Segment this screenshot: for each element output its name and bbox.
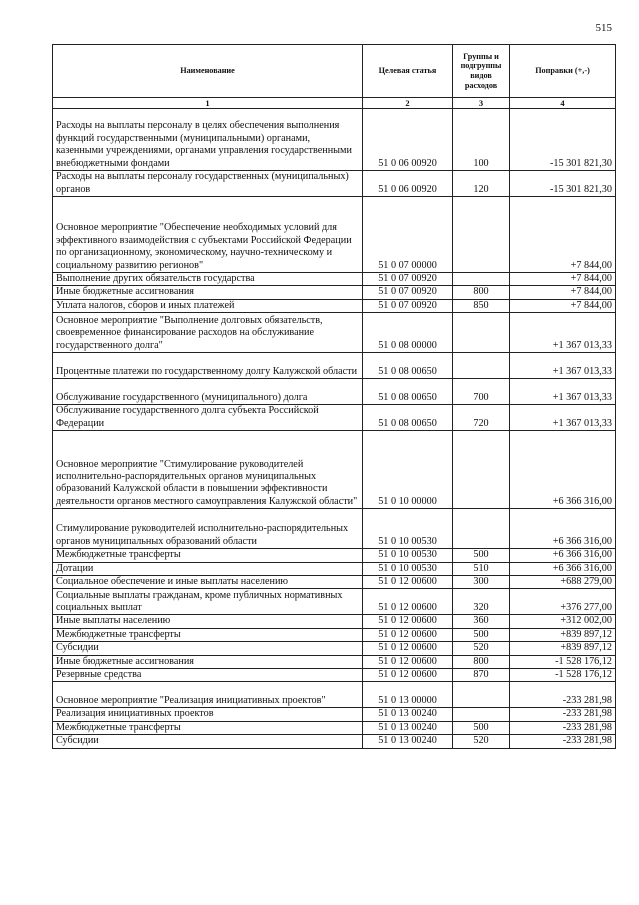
row-name: Реализация инициативных проектов <box>53 708 363 721</box>
table-row <box>53 509 616 549</box>
row-expense-group <box>453 509 510 549</box>
row-amendment-amount: +688 279,00 <box>510 576 616 589</box>
table-row <box>53 405 616 431</box>
table-row <box>53 299 616 312</box>
row-amendment-amount: +839 897,12 <box>510 642 616 655</box>
row-expense-group: 800 <box>453 655 510 668</box>
header-amendment: Поправки (+,-) <box>510 45 616 98</box>
row-target-article: 51 0 06 00920 <box>363 171 453 197</box>
row-expense-group <box>453 708 510 721</box>
table-row <box>53 562 616 575</box>
row-amendment-amount: +839 897,12 <box>510 628 616 641</box>
row-amendment-amount: +6 366 316,00 <box>510 431 616 509</box>
column-number: 3 <box>453 98 510 109</box>
row-expense-group <box>453 353 510 379</box>
table-row <box>53 642 616 655</box>
table-row <box>53 197 616 273</box>
row-amendment-amount: -233 281,98 <box>510 682 616 708</box>
row-name: Иные выплаты населению <box>53 615 363 628</box>
row-expense-group: 850 <box>453 299 510 312</box>
row-expense-group <box>453 197 510 273</box>
row-target-article: 51 0 13 00240 <box>363 721 453 734</box>
row-expense-group: 870 <box>453 669 510 682</box>
row-name: Иные бюджетные ассигнования <box>53 286 363 299</box>
table-row <box>53 109 616 171</box>
row-name: Иные бюджетные ассигнования <box>53 655 363 668</box>
row-name: Дотации <box>53 562 363 575</box>
table-row <box>53 286 616 299</box>
row-name: Основное мероприятие "Стимулирование руководителей исполнительно-распорядительных органов муниципальных образований Калужской области в повышении эффективности деятельности органов местного самоуправления Калужской области" <box>53 431 363 509</box>
table-row <box>53 628 616 641</box>
table-row <box>53 735 616 748</box>
row-amendment-amount: +1 367 013,33 <box>510 353 616 379</box>
row-amendment-amount: -1 528 176,12 <box>510 655 616 668</box>
row-amendment-amount: +1 367 013,33 <box>510 379 616 405</box>
header-article: Целевая статья <box>363 45 453 98</box>
row-amendment-amount: +6 366 316,00 <box>510 562 616 575</box>
row-name: Основное мероприятие "Обеспечение необходимых условий для эффективного взаимодействия с субъектами Российской Федерации по организационному, экономическому, научно-техническому и социальному развитию регионов" <box>53 197 363 273</box>
row-name: Обслуживание государственного (муниципального) долга <box>53 379 363 405</box>
row-target-article: 51 0 12 00600 <box>363 642 453 655</box>
row-name: Субсидии <box>53 735 363 748</box>
table-row <box>53 655 616 668</box>
row-name: Стимулирование руководителей исполнительно-распорядительных органов муниципальных образований области <box>53 509 363 549</box>
row-name: Межбюджетные трансферты <box>53 549 363 562</box>
row-expense-group: 100 <box>453 109 510 171</box>
row-name: Обслуживание государственного долга субъекта Российской Федерации <box>53 405 363 431</box>
row-amendment-amount: -1 528 176,12 <box>510 669 616 682</box>
row-target-article: 51 0 06 00920 <box>363 109 453 171</box>
budget-amendments-table <box>52 44 616 749</box>
table-row <box>53 576 616 589</box>
row-target-article: 51 0 08 00000 <box>363 313 453 353</box>
table-row <box>53 379 616 405</box>
table-row <box>53 313 616 353</box>
row-expense-group: 300 <box>453 576 510 589</box>
row-target-article: 51 0 13 00000 <box>363 682 453 708</box>
row-expense-group: 510 <box>453 562 510 575</box>
row-amendment-amount: +376 277,00 <box>510 589 616 615</box>
row-expense-group <box>453 431 510 509</box>
row-expense-group: 360 <box>453 615 510 628</box>
row-target-article: 51 0 07 00920 <box>363 299 453 312</box>
row-name: Процентные платежи по государственному долгу Калужской области <box>53 353 363 379</box>
row-expense-group: 720 <box>453 405 510 431</box>
row-amendment-amount: -15 301 821,30 <box>510 171 616 197</box>
row-target-article: 51 0 12 00600 <box>363 669 453 682</box>
row-amendment-amount: -233 281,98 <box>510 735 616 748</box>
table-row <box>53 669 616 682</box>
row-expense-group: 500 <box>453 721 510 734</box>
row-amendment-amount: +7 844,00 <box>510 273 616 286</box>
row-amendment-amount: -233 281,98 <box>510 708 616 721</box>
row-name: Социальные выплаты гражданам, кроме публичных нормативных социальных выплат <box>53 589 363 615</box>
row-amendment-amount: +6 366 316,00 <box>510 509 616 549</box>
row-target-article: 51 0 08 00650 <box>363 379 453 405</box>
header-group: Группы и подгруппы видов расходов <box>453 45 510 98</box>
row-name: Расходы на выплаты персоналу в целях обеспечения выполнения функций государственными (муниципальными) органами, казенными учреждениями, органами управления государственными внебюджетными фондами <box>53 109 363 171</box>
row-amendment-amount: -233 281,98 <box>510 721 616 734</box>
column-number: 4 <box>510 98 616 109</box>
row-expense-group <box>453 682 510 708</box>
row-amendment-amount: -15 301 821,30 <box>510 109 616 171</box>
table-row <box>53 682 616 708</box>
row-expense-group: 800 <box>453 286 510 299</box>
row-name: Резервные средства <box>53 669 363 682</box>
row-expense-group: 500 <box>453 628 510 641</box>
row-target-article: 51 0 12 00600 <box>363 655 453 668</box>
row-target-article: 51 0 10 00530 <box>363 509 453 549</box>
row-name: Расходы на выплаты персоналу государственных (муниципальных) органов <box>53 171 363 197</box>
row-amendment-amount: +1 367 013,33 <box>510 405 616 431</box>
row-expense-group: 320 <box>453 589 510 615</box>
row-name: Межбюджетные трансферты <box>53 721 363 734</box>
row-amendment-amount: +7 844,00 <box>510 197 616 273</box>
row-target-article: 51 0 12 00600 <box>363 589 453 615</box>
table-row <box>53 549 616 562</box>
row-expense-group <box>453 273 510 286</box>
table-row <box>53 353 616 379</box>
row-target-article: 51 0 13 00240 <box>363 735 453 748</box>
row-target-article: 51 0 07 00000 <box>363 197 453 273</box>
row-target-article: 51 0 10 00530 <box>363 562 453 575</box>
row-target-article: 51 0 10 00000 <box>363 431 453 509</box>
row-name: Выполнение других обязательств государства <box>53 273 363 286</box>
row-target-article: 51 0 10 00530 <box>363 549 453 562</box>
row-name: Субсидии <box>53 642 363 655</box>
row-amendment-amount: +1 367 013,33 <box>510 313 616 353</box>
header-name: Наименование <box>53 45 363 98</box>
row-target-article: 51 0 12 00600 <box>363 576 453 589</box>
row-amendment-amount: +312 002,00 <box>510 615 616 628</box>
row-name: Межбюджетные трансферты <box>53 628 363 641</box>
row-target-article: 51 0 08 00650 <box>363 405 453 431</box>
row-name: Социальное обеспечение и иные выплаты населению <box>53 576 363 589</box>
row-target-article: 51 0 12 00600 <box>363 615 453 628</box>
row-name: Уплата налогов, сборов и иных платежей <box>53 299 363 312</box>
row-target-article: 51 0 07 00920 <box>363 273 453 286</box>
table-row <box>53 708 616 721</box>
row-name: Основное мероприятие "Выполнение долговых обязательств, своевременное финансирование расходов на обслуживание государственного долга" <box>53 313 363 353</box>
table-row <box>53 171 616 197</box>
table-row <box>53 615 616 628</box>
row-expense-group: 520 <box>453 735 510 748</box>
row-amendment-amount: +7 844,00 <box>510 299 616 312</box>
table-row <box>53 721 616 734</box>
column-number: 1 <box>53 98 363 109</box>
row-expense-group: 520 <box>453 642 510 655</box>
row-target-article: 51 0 13 00240 <box>363 708 453 721</box>
row-expense-group: 120 <box>453 171 510 197</box>
row-amendment-amount: +7 844,00 <box>510 286 616 299</box>
page-number: 515 <box>595 22 612 34</box>
row-expense-group <box>453 313 510 353</box>
table-row <box>53 273 616 286</box>
row-target-article: 51 0 07 00920 <box>363 286 453 299</box>
row-expense-group: 700 <box>453 379 510 405</box>
row-target-article: 51 0 12 00600 <box>363 628 453 641</box>
row-name: Основное мероприятие "Реализация инициативных проектов" <box>53 682 363 708</box>
table-row <box>53 431 616 509</box>
row-expense-group: 500 <box>453 549 510 562</box>
row-amendment-amount: +6 366 316,00 <box>510 549 616 562</box>
column-number: 2 <box>363 98 453 109</box>
row-target-article: 51 0 08 00650 <box>363 353 453 379</box>
table-row <box>53 589 616 615</box>
